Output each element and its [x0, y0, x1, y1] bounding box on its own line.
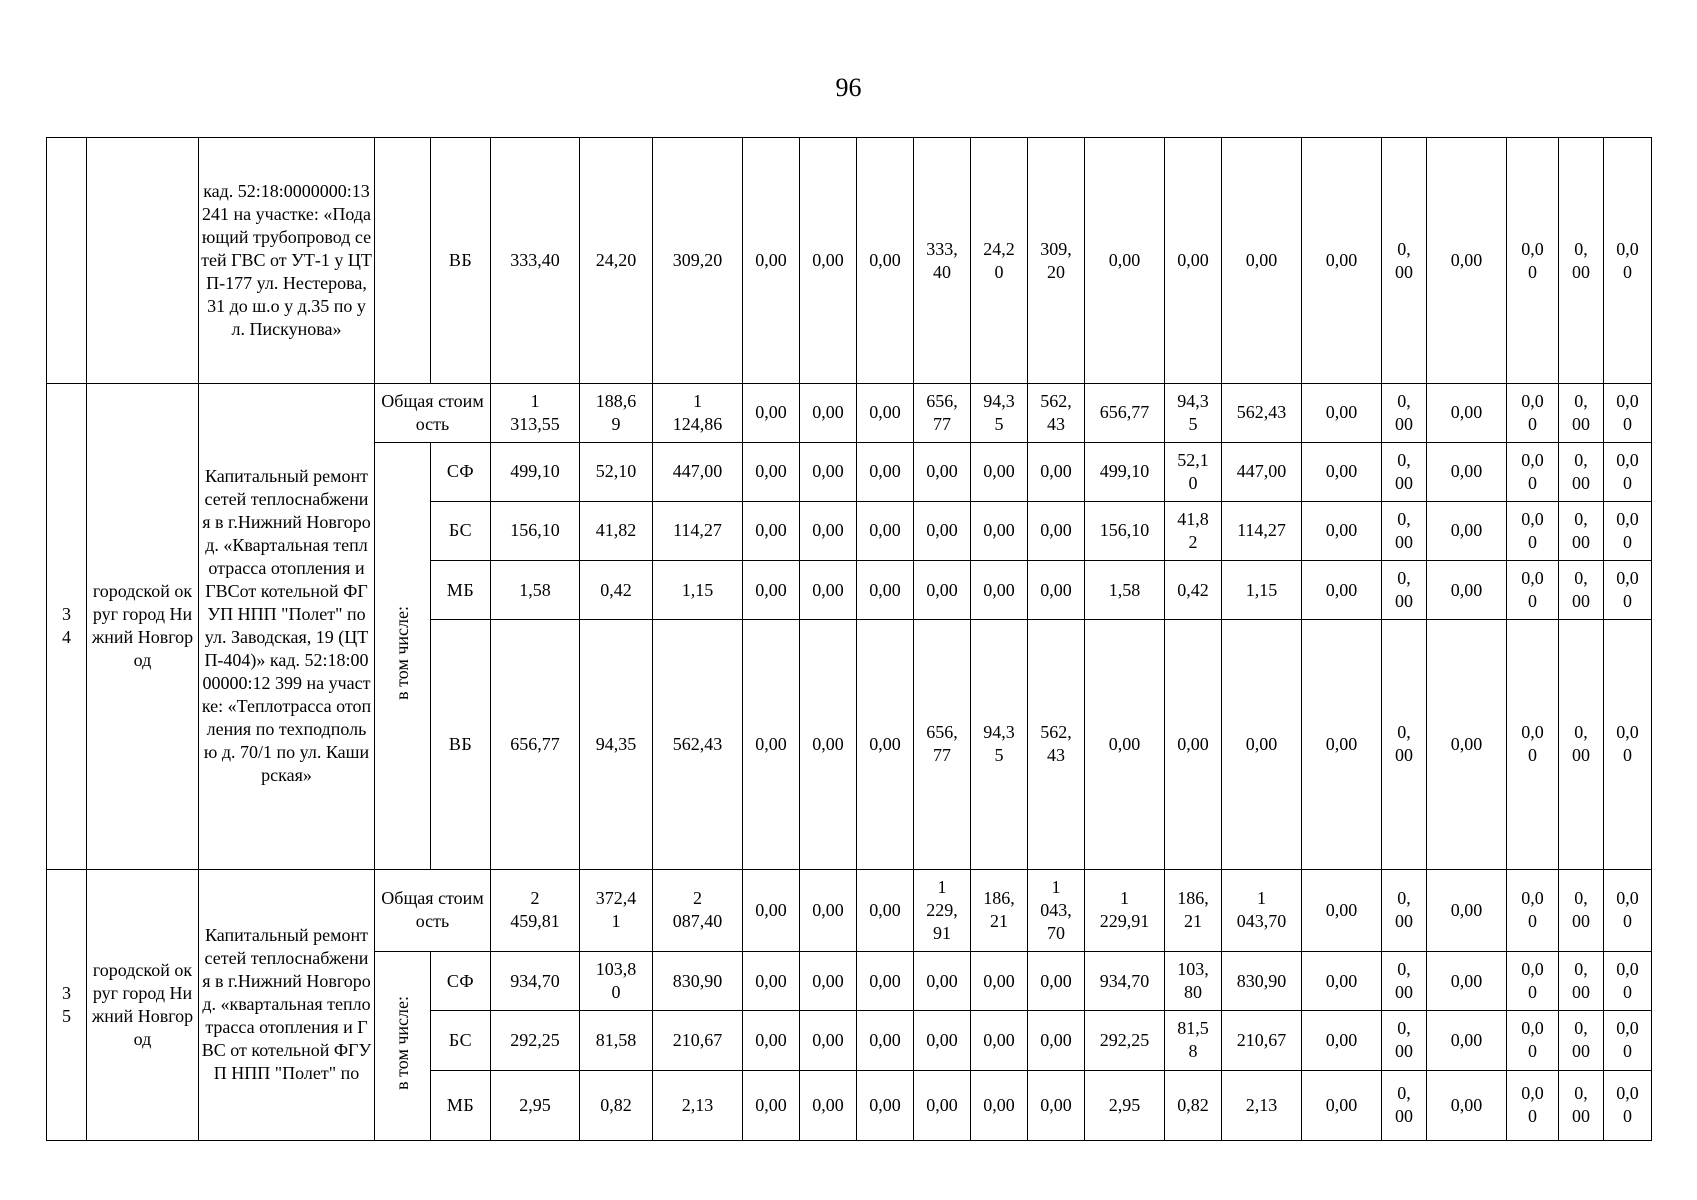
- value-cell: 656, 77: [914, 384, 971, 442]
- value-cell: 1,15: [1222, 561, 1302, 620]
- value-cell: 0,42: [580, 561, 653, 620]
- value-cell: 2,95: [491, 1070, 580, 1140]
- value-cell: 0,00: [1427, 442, 1507, 501]
- value-cell: 0,00: [743, 561, 800, 620]
- value-cell: 333,40: [491, 138, 580, 384]
- value-cell: 186, 21: [971, 869, 1028, 951]
- value-cell: 0,00: [1302, 384, 1382, 442]
- source-cell: БС: [431, 1011, 491, 1070]
- value-cell: 2 087,40: [653, 869, 743, 951]
- value-cell: 0, 00: [1382, 1070, 1427, 1140]
- value-cell: 0,00: [743, 1011, 800, 1070]
- value-cell: 309,20: [653, 138, 743, 384]
- value-cell: 562, 43: [1028, 384, 1085, 442]
- total-cost-label: Общая стоимость: [375, 869, 491, 951]
- value-cell: 1 313,55: [491, 384, 580, 442]
- value-cell: 0,00: [1427, 501, 1507, 560]
- value-cell: 934,70: [1085, 951, 1165, 1010]
- value-cell: 1 043,70: [1222, 869, 1302, 951]
- value-cell: 0, 00: [1382, 442, 1427, 501]
- value-cell: 41,8 2: [1165, 501, 1222, 560]
- value-cell: 0,00: [743, 869, 800, 951]
- value-cell: 0, 00: [1382, 384, 1427, 442]
- value-cell: 0,00: [857, 501, 914, 560]
- value-cell: 0,00: [1165, 138, 1222, 384]
- value-cell: 0,00: [1302, 951, 1382, 1010]
- value-cell: 0,00: [743, 138, 800, 384]
- value-cell: 0,00: [743, 442, 800, 501]
- value-cell: 0,42: [1165, 561, 1222, 620]
- value-cell: 0,00: [1302, 561, 1382, 620]
- value-cell: 2,13: [1222, 1070, 1302, 1140]
- value-cell: 562,43: [653, 620, 743, 869]
- value-cell: 0,00: [1427, 620, 1507, 869]
- source-cell: БС: [431, 501, 491, 560]
- value-cell: 1 043, 70: [1028, 869, 1085, 951]
- row-number-cell: [47, 138, 87, 384]
- page-number: 96: [835, 73, 862, 102]
- value-cell: 0,0 0: [1507, 951, 1559, 1010]
- table-row: [47, 869, 1652, 951]
- value-cell: 0, 00: [1559, 442, 1604, 501]
- total-cost-label: Общая стоимость: [375, 384, 491, 442]
- value-cell: 156,10: [491, 501, 580, 560]
- value-cell: 0,0 0: [1604, 138, 1652, 384]
- value-cell: 333, 40: [914, 138, 971, 384]
- value-cell: 0,00: [857, 951, 914, 1010]
- value-cell: 0,00: [800, 1011, 857, 1070]
- value-cell: 0, 00: [1559, 951, 1604, 1010]
- source-cell: СФ: [431, 951, 491, 1010]
- value-cell: 0,00: [800, 561, 857, 620]
- funding-table: [46, 137, 1652, 1141]
- value-cell: 0,00: [800, 1070, 857, 1140]
- including-text: в том числе:: [392, 996, 412, 1090]
- value-cell: 0,00: [1028, 501, 1085, 560]
- value-cell: 0,00: [1427, 1070, 1507, 1140]
- value-cell: 156,10: [1085, 501, 1165, 560]
- value-cell: 0,00: [1028, 1011, 1085, 1070]
- value-cell: 0, 00: [1559, 138, 1604, 384]
- value-cell: 0,0 0: [1507, 869, 1559, 951]
- value-cell: 0,0 0: [1507, 1011, 1559, 1070]
- value-cell: 499,10: [1085, 442, 1165, 501]
- value-cell: 0,00: [1302, 442, 1382, 501]
- value-cell: 830,90: [653, 951, 743, 1010]
- value-cell: 1,58: [491, 561, 580, 620]
- value-cell: 0,00: [914, 1011, 971, 1070]
- value-cell: 0,0 0: [1604, 620, 1652, 869]
- value-cell: 656, 77: [914, 620, 971, 869]
- value-cell: 0,00: [1085, 138, 1165, 384]
- value-cell: 0,00: [1028, 442, 1085, 501]
- value-cell: 0,0 0: [1507, 138, 1559, 384]
- value-cell: 0,00: [857, 384, 914, 442]
- value-cell: 0,00: [914, 561, 971, 620]
- value-cell: 41,82: [580, 501, 653, 560]
- value-cell: 0,82: [1165, 1070, 1222, 1140]
- municipality-cell: городской округ город Нижний Новгород: [87, 869, 199, 1140]
- value-cell: 0,00: [857, 869, 914, 951]
- value-cell: 188,6 9: [580, 384, 653, 442]
- value-cell: 0,00: [1165, 620, 1222, 869]
- value-cell: 0, 00: [1559, 1070, 1604, 1140]
- including-label: [375, 951, 431, 1140]
- value-cell: 0,00: [1028, 951, 1085, 1010]
- value-cell: 0,00: [1222, 138, 1302, 384]
- municipality-cell: [87, 138, 199, 384]
- value-cell: 0, 00: [1382, 951, 1427, 1010]
- value-cell: 0,00: [1427, 138, 1507, 384]
- value-cell: 0,00: [857, 620, 914, 869]
- value-cell: 0,0 0: [1604, 561, 1652, 620]
- source-cell: ВБ: [431, 620, 491, 869]
- description-cell: кад. 52:18:0000000:13 241 на участке: «Подающий трубопровод сетей ГВС от УТ-1 у ЦТП-177 ул. Нестерова, 31 до ш.о у д.35 по ул. Пискунова»: [199, 138, 375, 384]
- description-cell: Капитальный ремонт сетей теплоснабжения в г.Нижний Новгород. «Квартальная теплотрасса отопления и ГВСот котельной ФГУП НПП "Полет" по ул. Заводская, 19 (ЦТП-404)» кад. 52:18:0000000:12 399 на участке: «Теплотрасса отопления по техподполью д. 70/1 по ул. Каширская»: [199, 384, 375, 869]
- value-cell: 1 124,86: [653, 384, 743, 442]
- value-cell: 0,00: [1028, 1070, 1085, 1140]
- value-cell: 114,27: [1222, 501, 1302, 560]
- value-cell: 103,8 0: [580, 951, 653, 1010]
- value-cell: 656,77: [1085, 384, 1165, 442]
- source-cell: ВБ: [431, 138, 491, 384]
- value-cell: 210,67: [653, 1011, 743, 1070]
- municipality-cell: городской округ город Нижний Новгород: [87, 384, 199, 869]
- table-row: [47, 138, 1652, 384]
- value-cell: 0, 00: [1559, 384, 1604, 442]
- value-cell: 0,00: [800, 951, 857, 1010]
- value-cell: 0,00: [1302, 501, 1382, 560]
- blank-group-cell: [375, 138, 431, 384]
- value-cell: 0,0 0: [1604, 384, 1652, 442]
- value-cell: 0,00: [743, 384, 800, 442]
- value-cell: 1,58: [1085, 561, 1165, 620]
- value-cell: 94,3 5: [971, 384, 1028, 442]
- source-cell: СФ: [431, 442, 491, 501]
- value-cell: 0,0 0: [1604, 951, 1652, 1010]
- value-cell: 0,00: [1222, 620, 1302, 869]
- value-cell: 0,00: [857, 138, 914, 384]
- value-cell: 0,0 0: [1604, 869, 1652, 951]
- value-cell: 0, 00: [1382, 620, 1427, 869]
- value-cell: 0,00: [800, 620, 857, 869]
- value-cell: 0,00: [800, 138, 857, 384]
- value-cell: 0,00: [1302, 1070, 1382, 1140]
- value-cell: 81,58: [580, 1011, 653, 1070]
- value-cell: 0,0 0: [1604, 1011, 1652, 1070]
- value-cell: 24,20: [580, 138, 653, 384]
- value-cell: 0,00: [743, 951, 800, 1010]
- value-cell: 0,00: [857, 1011, 914, 1070]
- value-cell: 0, 00: [1559, 501, 1604, 560]
- source-cell: МБ: [431, 1070, 491, 1140]
- value-cell: 562,43: [1222, 384, 1302, 442]
- value-cell: 0,00: [800, 384, 857, 442]
- value-cell: 0,00: [1302, 869, 1382, 951]
- value-cell: 447,00: [1222, 442, 1302, 501]
- value-cell: 0, 00: [1559, 561, 1604, 620]
- value-cell: 0,00: [914, 501, 971, 560]
- value-cell: 0,00: [1085, 620, 1165, 869]
- value-cell: 0,00: [800, 501, 857, 560]
- value-cell: 0,0 0: [1507, 501, 1559, 560]
- value-cell: 103, 80: [1165, 951, 1222, 1010]
- value-cell: 372,4 1: [580, 869, 653, 951]
- value-cell: 94,3 5: [1165, 384, 1222, 442]
- value-cell: 81,5 8: [1165, 1011, 1222, 1070]
- value-cell: 0,00: [914, 951, 971, 1010]
- value-cell: 934,70: [491, 951, 580, 1010]
- value-cell: 0,0 0: [1604, 501, 1652, 560]
- value-cell: 186, 21: [1165, 869, 1222, 951]
- value-cell: 309, 20: [1028, 138, 1085, 384]
- value-cell: 0,0 0: [1604, 1070, 1652, 1140]
- value-cell: 0,00: [1427, 951, 1507, 1010]
- value-cell: 2 459,81: [491, 869, 580, 951]
- value-cell: 0,82: [580, 1070, 653, 1140]
- value-cell: 0,00: [743, 501, 800, 560]
- value-cell: 0,00: [1302, 1011, 1382, 1070]
- value-cell: 562, 43: [1028, 620, 1085, 869]
- value-cell: 0, 00: [1559, 869, 1604, 951]
- value-cell: 0,0 0: [1604, 442, 1652, 501]
- value-cell: 0,00: [1427, 561, 1507, 620]
- value-cell: 0,00: [1427, 869, 1507, 951]
- value-cell: 0,00: [1302, 620, 1382, 869]
- row-number-cell: 3 5: [47, 869, 87, 1140]
- value-cell: 0,00: [1028, 561, 1085, 620]
- value-cell: 1 229, 91: [914, 869, 971, 951]
- value-cell: 0,00: [857, 561, 914, 620]
- table-row: [47, 384, 1652, 442]
- value-cell: 0,00: [1427, 384, 1507, 442]
- value-cell: 656,77: [491, 620, 580, 869]
- value-cell: 0,00: [1427, 1011, 1507, 1070]
- value-cell: 292,25: [491, 1011, 580, 1070]
- value-cell: 0,00: [857, 1070, 914, 1140]
- value-cell: 0, 00: [1382, 138, 1427, 384]
- value-cell: 0,00: [971, 501, 1028, 560]
- value-cell: 0,00: [971, 561, 1028, 620]
- including-text: в том числе:: [392, 605, 412, 700]
- source-cell: МБ: [431, 561, 491, 620]
- value-cell: 0, 00: [1559, 620, 1604, 869]
- value-cell: 0,00: [971, 1011, 1028, 1070]
- value-cell: 0, 00: [1559, 1011, 1604, 1070]
- value-cell: 1,15: [653, 561, 743, 620]
- value-cell: 52,1 0: [1165, 442, 1222, 501]
- value-cell: 0, 00: [1382, 561, 1427, 620]
- value-cell: 0,00: [914, 442, 971, 501]
- value-cell: 52,10: [580, 442, 653, 501]
- value-cell: 24,2 0: [971, 138, 1028, 384]
- value-cell: 0,0 0: [1507, 620, 1559, 869]
- value-cell: 94,35: [580, 620, 653, 869]
- value-cell: 0,00: [800, 869, 857, 951]
- including-label: [375, 442, 431, 869]
- value-cell: 2,13: [653, 1070, 743, 1140]
- value-cell: 0,0 0: [1507, 384, 1559, 442]
- value-cell: 499,10: [491, 442, 580, 501]
- value-cell: 0,00: [1302, 138, 1382, 384]
- value-cell: 0,0 0: [1507, 1070, 1559, 1140]
- value-cell: 0,00: [857, 442, 914, 501]
- value-cell: 210,67: [1222, 1011, 1302, 1070]
- description-cell: Капитальный ремонт сетей теплоснабжения в г.Нижний Новгород. «квартальная теплотрасса отопления и ГВС от котельной ФГУП НПП "Полет" по: [199, 869, 375, 1140]
- value-cell: 0, 00: [1382, 1011, 1427, 1070]
- value-cell: 0,00: [914, 1070, 971, 1140]
- value-cell: 0,00: [971, 951, 1028, 1010]
- value-cell: 0,0 0: [1507, 442, 1559, 501]
- value-cell: 0, 00: [1382, 869, 1427, 951]
- value-cell: 2,95: [1085, 1070, 1165, 1140]
- value-cell: 0,00: [743, 620, 800, 869]
- value-cell: 0,00: [971, 442, 1028, 501]
- value-cell: 292,25: [1085, 1011, 1165, 1070]
- value-cell: 0,00: [743, 1070, 800, 1140]
- value-cell: 0, 00: [1382, 501, 1427, 560]
- value-cell: 1 229,91: [1085, 869, 1165, 951]
- value-cell: 830,90: [1222, 951, 1302, 1010]
- value-cell: 0,00: [971, 1070, 1028, 1140]
- value-cell: 0,0 0: [1507, 561, 1559, 620]
- value-cell: 94,3 5: [971, 620, 1028, 869]
- value-cell: 0,00: [800, 442, 857, 501]
- value-cell: 447,00: [653, 442, 743, 501]
- row-number-cell: 3 4: [47, 384, 87, 869]
- value-cell: 114,27: [653, 501, 743, 560]
